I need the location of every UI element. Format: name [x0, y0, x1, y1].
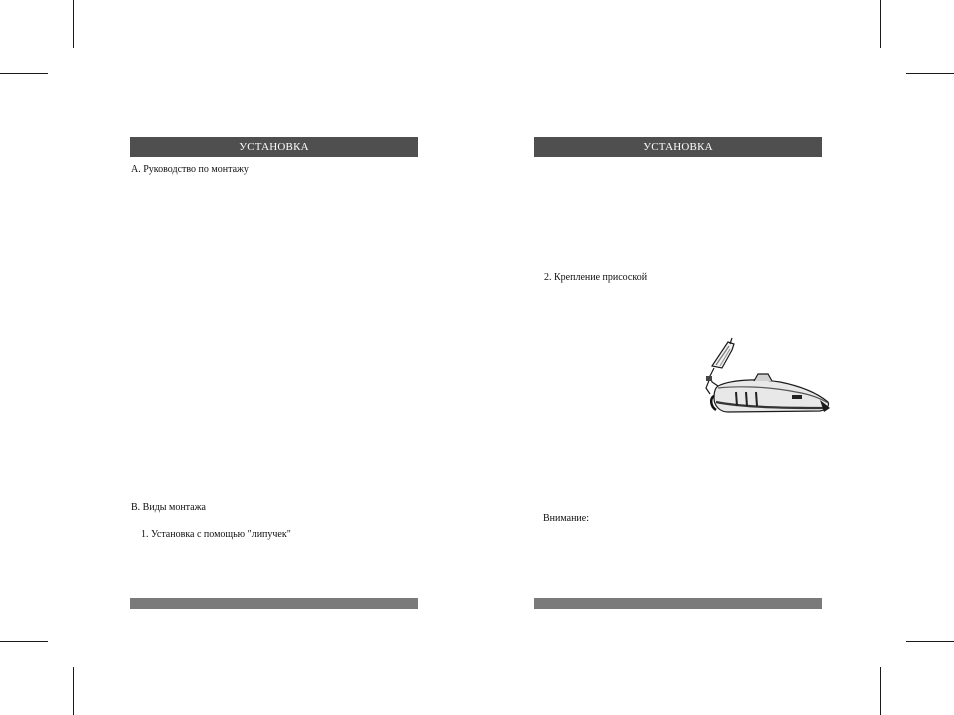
crop-mark-top-right-horizontal: [906, 73, 954, 74]
radar-detector-suction-mount-illustration: [696, 336, 832, 422]
crop-mark-top-left-horizontal: [0, 73, 48, 74]
crop-mark-top-right-vertical: [880, 0, 881, 48]
section-a-title: A. Руководство по монтажу: [131, 164, 249, 175]
item-velcro-mount: 1. Установка с помощью "липучек": [141, 529, 291, 540]
section-b-title: B. Виды монтажа: [131, 502, 206, 513]
item-suction-mount: 2. Крепление присоской: [544, 272, 648, 283]
right-page-footer: [534, 598, 822, 609]
crop-mark-bottom-left-horizontal: [0, 641, 48, 642]
left-page-footer: [130, 598, 418, 609]
crop-mark-bottom-left-vertical: [73, 667, 74, 715]
crop-mark-bottom-right-horizontal: [906, 641, 954, 642]
crop-mark-top-left-vertical: [73, 0, 74, 48]
attention-label: Внимание:: [543, 513, 589, 524]
left-page-header: УСТАНОВКА: [130, 137, 418, 157]
right-page-header: УСТАНОВКА: [534, 137, 822, 157]
radar-detector-body: [711, 374, 830, 412]
crop-mark-bottom-right-vertical: [880, 667, 881, 715]
